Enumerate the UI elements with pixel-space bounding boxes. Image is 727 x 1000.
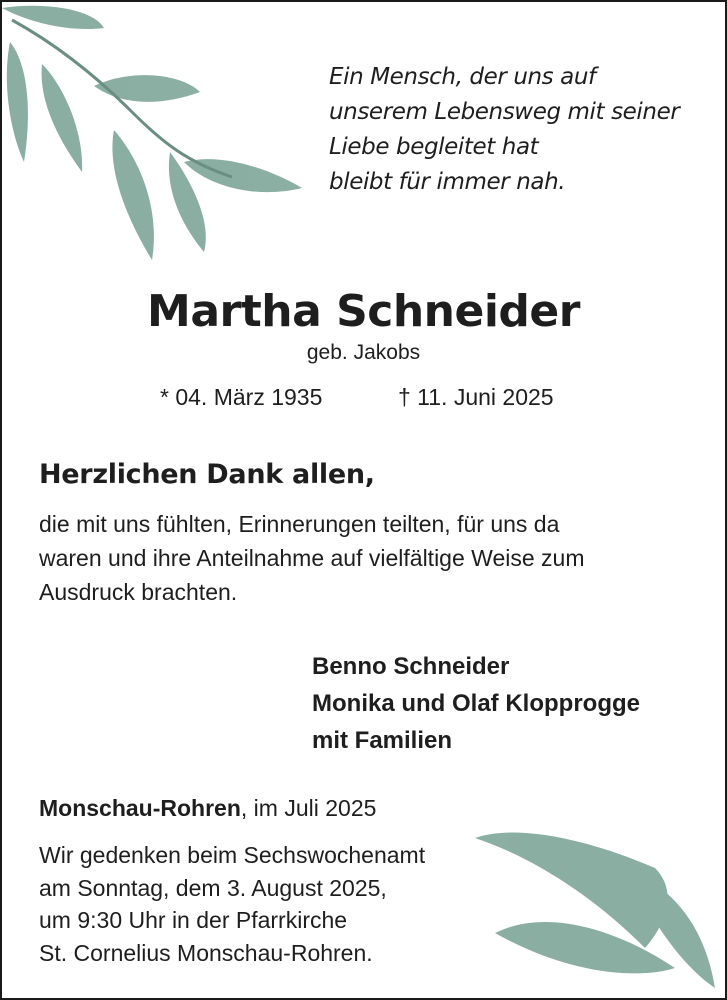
memorial-line: um 9:30 Uhr in der Pfarrkirche: [39, 907, 348, 933]
quote-line: Liebe begleitet hat: [329, 134, 539, 160]
eucalyptus-leaves-icon: [475, 828, 725, 998]
quote-line: Ein Mensch, der uns auf: [329, 64, 596, 90]
life-dates: [2, 382, 725, 412]
signer-name: Monika und Olaf Klopprogge: [312, 690, 640, 717]
thanks-line: waren und ihre Anteilnahme auf vielfältige Weise zum: [39, 545, 585, 571]
memorial-line: am Sonntag, dem 3. August 2025,: [39, 874, 387, 901]
deceased-name: Martha Schneider: [147, 286, 580, 337]
birth-date: * 04. März 1935: [160, 384, 323, 410]
place-date: [39, 792, 376, 824]
memorial-quote: [329, 60, 709, 200]
date: , im Juli 2025: [240, 795, 377, 821]
place: Monschau-Rohren: [39, 795, 241, 821]
death-date: † 11. Juni 2025: [398, 384, 554, 410]
thanks-line: Ausdruck brachten.: [39, 579, 238, 605]
maiden-name: geb. Jakobs: [306, 341, 421, 364]
eucalyptus-branch-icon: [2, 2, 312, 267]
thanks-heading: Herzlichen Dank allen,: [39, 459, 375, 490]
signer-name: Benno Schneider: [312, 653, 510, 680]
thanks-line: die mit uns fühlten, Erinnerungen teilten, für uns da: [39, 511, 560, 537]
memorial-line: St. Cornelius Monschau-Rohren.: [39, 939, 373, 966]
signer-name: mit Familien: [312, 727, 453, 754]
quote-line: unserem Lebensweg mit seiner: [329, 99, 680, 125]
signers: [312, 648, 640, 759]
thanks-text: [39, 507, 699, 609]
memorial-service-info: [39, 839, 425, 969]
memorial-line: Wir gedenken beim Sechswochenamt: [39, 842, 426, 868]
quote-line: bleibt für immer nah.: [329, 169, 566, 195]
